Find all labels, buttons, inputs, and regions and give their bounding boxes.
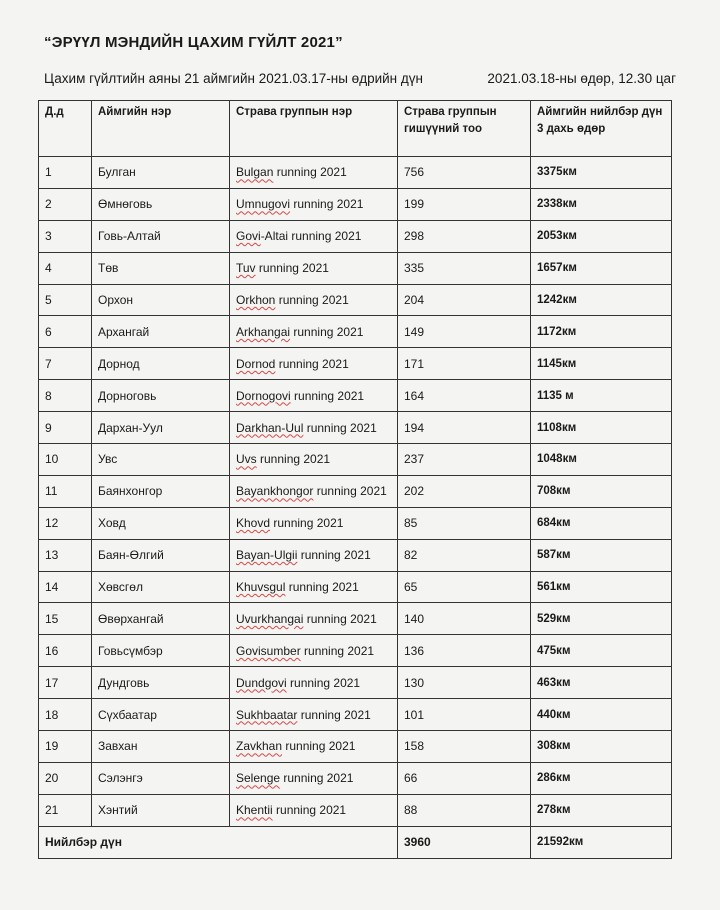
group-suffix: running 2021 — [286, 675, 361, 690]
group-name: Umnugovi — [236, 197, 291, 212]
group-suffix: running 2021 — [285, 580, 359, 595]
row-no: 1 — [39, 157, 92, 189]
group-suffix: running 2021 — [300, 643, 375, 658]
results-table — [38, 100, 672, 859]
group-name: Dornod — [236, 356, 276, 371]
row-distance: 561км — [531, 571, 672, 603]
table-row — [39, 444, 672, 476]
row-no: 19 — [39, 731, 92, 763]
row-aimag: Төв — [92, 252, 230, 284]
row-group — [230, 157, 398, 189]
row-no: 9 — [39, 412, 92, 444]
header-group: Страва группын нэр — [230, 101, 398, 157]
row-members: 65 — [398, 571, 531, 603]
group-suffix: running 2021 — [297, 548, 371, 563]
group-name: Zavkhan — [236, 739, 283, 754]
row-distance: 463км — [531, 667, 672, 699]
row-aimag: Өмнөговь — [92, 188, 230, 220]
total-label: Нийлбэр дүн — [39, 826, 398, 858]
header-members-line2: гишүүний тоо — [404, 123, 483, 135]
row-aimag: Дархан-Уул — [92, 412, 230, 444]
row-no: 3 — [39, 220, 92, 252]
row-aimag: Сүхбаатар — [92, 699, 230, 731]
row-group — [230, 731, 398, 763]
row-aimag: Баянхонгор — [92, 475, 230, 507]
row-aimag: Увс — [92, 444, 230, 476]
table-row — [39, 348, 672, 380]
group-suffix: running 2021 — [297, 707, 371, 722]
table-row — [39, 794, 672, 826]
row-members: 88 — [398, 794, 531, 826]
group-name: Sukhbaatar — [236, 707, 298, 722]
report-description: Цахим гүйлтийн аяны 21 аймгийн 2021.03.17-ны өдрийн дүн — [44, 71, 423, 86]
group-suffix: running 2021 — [313, 484, 387, 499]
total-members: 3960 — [398, 826, 531, 858]
row-members: 204 — [398, 284, 531, 316]
row-aimag: Архангай — [92, 316, 230, 348]
group-suffix: -Altai running 2021 — [260, 229, 362, 244]
group-suffix: running 2021 — [275, 356, 349, 371]
row-no: 16 — [39, 635, 92, 667]
group-name: Khentii — [236, 803, 273, 818]
row-members: 171 — [398, 348, 531, 380]
table-row — [39, 220, 672, 252]
header-no: Д.д — [39, 101, 92, 157]
table-row — [39, 380, 672, 412]
document-title: “ЭРҮҮЛ МЭНДИЙН ЦАХИМ ГҮЙЛТ 2021” — [44, 34, 343, 51]
row-distance: 2338км — [531, 188, 672, 220]
row-no: 10 — [39, 444, 92, 476]
row-group — [230, 603, 398, 635]
group-name: Selenge — [236, 771, 281, 786]
row-distance: 440км — [531, 699, 672, 731]
header-aimag: Аймгийн нэр — [92, 101, 230, 157]
row-no: 12 — [39, 507, 92, 539]
row-distance: 1145км — [531, 348, 672, 380]
group-suffix: running 2021 — [290, 197, 364, 212]
table-row — [39, 475, 672, 507]
row-members: 85 — [398, 507, 531, 539]
table-body — [39, 157, 672, 827]
table-row — [39, 188, 672, 220]
row-members: 237 — [398, 444, 531, 476]
row-members: 140 — [398, 603, 531, 635]
row-no: 6 — [39, 316, 92, 348]
row-aimag: Сэлэнгэ — [92, 762, 230, 794]
row-members: 164 — [398, 380, 531, 412]
row-group — [230, 539, 398, 571]
row-distance: 286км — [531, 762, 672, 794]
row-no: 21 — [39, 794, 92, 826]
row-no: 20 — [39, 762, 92, 794]
row-distance: 475км — [531, 635, 672, 667]
row-distance: 1108км — [531, 412, 672, 444]
row-no: 14 — [39, 571, 92, 603]
row-no: 2 — [39, 188, 92, 220]
row-distance: 1242км — [531, 284, 672, 316]
group-name: Govisumber — [236, 643, 301, 658]
row-group — [230, 507, 398, 539]
group-name: Arkhangai — [236, 324, 291, 339]
group-name: Bayankhongor — [236, 484, 314, 499]
row-aimag: Дорнод — [92, 348, 230, 380]
row-members: 130 — [398, 667, 531, 699]
row-distance: 278км — [531, 794, 672, 826]
group-name: Uvs — [236, 452, 257, 467]
row-members: 199 — [398, 188, 531, 220]
header-distance-line1: Аймгийн нийлбэр дүн — [537, 106, 663, 118]
row-group — [230, 762, 398, 794]
group-suffix: running 2021 — [290, 324, 364, 339]
group-suffix: running 2021 — [273, 165, 347, 180]
group-suffix: running 2021 — [280, 771, 354, 786]
table-row — [39, 699, 672, 731]
row-aimag: Баян-Өлгий — [92, 539, 230, 571]
row-members: 298 — [398, 220, 531, 252]
table-row — [39, 412, 672, 444]
row-distance: 529км — [531, 603, 672, 635]
group-suffix: running 2021 — [256, 452, 331, 467]
row-no: 7 — [39, 348, 92, 380]
row-no: 11 — [39, 475, 92, 507]
row-aimag: Дундговь — [92, 667, 230, 699]
group-name: Dundgovi — [236, 675, 287, 690]
group-name: Govi — [236, 229, 261, 244]
group-name: Tuv — [236, 261, 256, 276]
row-aimag: Говьсүмбэр — [92, 635, 230, 667]
row-group — [230, 571, 398, 603]
header-distance-line2: 3 дахь өдөр — [537, 123, 606, 135]
group-name: Dornogovi — [236, 388, 291, 403]
row-members: 82 — [398, 539, 531, 571]
row-no: 17 — [39, 667, 92, 699]
table-row — [39, 603, 672, 635]
row-distance: 1048км — [531, 444, 672, 476]
row-members: 335 — [398, 252, 531, 284]
group-suffix: running 2021 — [290, 388, 365, 403]
group-suffix: running 2021 — [303, 420, 377, 435]
row-group — [230, 380, 398, 412]
table-header-row — [39, 101, 672, 157]
row-aimag: Орхон — [92, 284, 230, 316]
row-group — [230, 699, 398, 731]
group-name: Khovd — [236, 516, 271, 531]
group-suffix: running 2021 — [255, 261, 329, 276]
table-row — [39, 157, 672, 189]
row-distance: 587км — [531, 539, 672, 571]
table-row — [39, 539, 672, 571]
row-distance: 308км — [531, 731, 672, 763]
row-group — [230, 667, 398, 699]
header-members — [398, 101, 531, 157]
row-group — [230, 316, 398, 348]
row-aimag: Хэнтий — [92, 794, 230, 826]
row-members: 101 — [398, 699, 531, 731]
table-row — [39, 316, 672, 348]
row-no: 18 — [39, 699, 92, 731]
row-members: 66 — [398, 762, 531, 794]
row-group — [230, 412, 398, 444]
row-members: 149 — [398, 316, 531, 348]
row-aimag: Өвөрхангай — [92, 603, 230, 635]
table-row — [39, 762, 672, 794]
row-group — [230, 220, 398, 252]
group-name: Darkhan-Uul — [236, 420, 304, 435]
row-aimag: Булган — [92, 157, 230, 189]
row-distance: 2053км — [531, 220, 672, 252]
row-distance: 1135 м — [531, 380, 672, 412]
group-name: Khuvsgul — [236, 580, 286, 595]
row-distance: 1657км — [531, 252, 672, 284]
group-suffix: running 2021 — [270, 516, 344, 531]
row-aimag: Завхан — [92, 731, 230, 763]
row-group — [230, 284, 398, 316]
row-no: 13 — [39, 539, 92, 571]
group-name: Uvurkhangai — [236, 611, 304, 626]
row-group — [230, 635, 398, 667]
table-row — [39, 571, 672, 603]
row-members: 202 — [398, 475, 531, 507]
row-members: 194 — [398, 412, 531, 444]
table-row — [39, 252, 672, 284]
group-suffix: running 2021 — [275, 293, 349, 307]
row-members: 136 — [398, 635, 531, 667]
row-group — [230, 252, 398, 284]
row-group — [230, 475, 398, 507]
table-row — [39, 667, 672, 699]
group-suffix: running 2021 — [282, 739, 356, 754]
group-suffix: running 2021 — [272, 803, 347, 818]
row-distance: 1172км — [531, 316, 672, 348]
row-distance: 684км — [531, 507, 672, 539]
row-group — [230, 444, 398, 476]
table-row — [39, 284, 672, 316]
row-no: 15 — [39, 603, 92, 635]
row-distance: 3375км — [531, 157, 672, 189]
group-name: Orkhon — [236, 293, 276, 307]
row-no: 5 — [39, 284, 92, 316]
row-group — [230, 794, 398, 826]
header-members-line1: Страва группын — [404, 106, 497, 118]
total-row — [39, 826, 672, 858]
report-timestamp: 2021.03.18-ны өдөр, 12.30 цаг — [487, 71, 676, 86]
row-members: 158 — [398, 731, 531, 763]
row-group — [230, 348, 398, 380]
total-distance: 21592км — [531, 826, 672, 858]
row-no: 8 — [39, 380, 92, 412]
group-name: Bulgan — [236, 165, 274, 180]
group-name: Bayan-Ulgii — [236, 548, 298, 563]
row-aimag: Дорноговь — [92, 380, 230, 412]
row-distance: 708км — [531, 475, 672, 507]
row-no: 4 — [39, 252, 92, 284]
group-suffix: running 2021 — [303, 611, 377, 626]
row-group — [230, 188, 398, 220]
header-distance — [531, 101, 672, 157]
table-row — [39, 731, 672, 763]
table-row — [39, 507, 672, 539]
row-aimag: Говь-Алтай — [92, 220, 230, 252]
row-aimag: Ховд — [92, 507, 230, 539]
table-row — [39, 635, 672, 667]
row-aimag: Хөвсгөл — [92, 571, 230, 603]
row-members: 756 — [398, 157, 531, 189]
